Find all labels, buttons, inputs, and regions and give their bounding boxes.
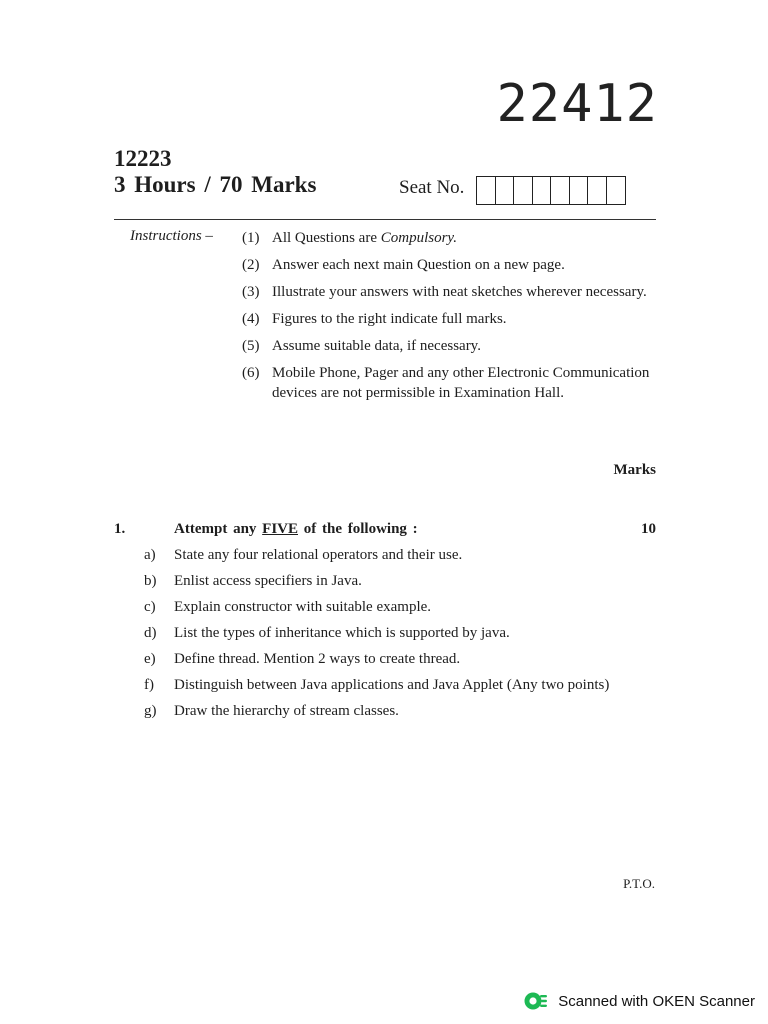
sub-question (144, 624, 614, 643)
seat-number-digit-box[interactable] (533, 177, 552, 204)
page-turn-over: P.T.O. (623, 876, 655, 891)
instruction-number: (4) (242, 311, 260, 327)
instruction-number: (3) (242, 284, 260, 300)
sub-question-letter: g) (144, 703, 157, 719)
sub-question-letter: b) (144, 573, 157, 589)
instructions-label: Instructions – (130, 228, 213, 244)
instruction-item (242, 228, 662, 248)
scanner-watermark-text: Scanned with OKEN Scanner (558, 992, 755, 1010)
sub-question-list (144, 546, 614, 728)
instruction-item (242, 309, 662, 329)
seat-number-boxes[interactable] (476, 176, 626, 205)
instruction-text: Illustrate your answers with neat sketches wherever necessary. (272, 284, 647, 300)
exam-code: 12223 (114, 146, 172, 171)
seat-number-digit-box[interactable] (496, 177, 515, 204)
sub-question-letter: d) (144, 625, 157, 641)
sub-question (144, 572, 614, 591)
header-divider (114, 219, 656, 220)
sub-question (144, 650, 614, 669)
seat-number-digit-box[interactable] (588, 177, 607, 204)
instruction-number: (5) (242, 338, 260, 354)
instruction-text: Mobile Phone, Pager and any other Electronic Communication devices are not permissible in Examination Hall. (272, 365, 650, 401)
sub-question-letter: a) (144, 547, 156, 563)
instruction-text: All Questions are Compulsory. (272, 230, 457, 246)
instruction-number: (6) (242, 365, 260, 381)
instruction-item (242, 255, 662, 275)
instruction-text: Assume suitable data, if necessary. (272, 338, 481, 354)
marks-column-heading: Marks (613, 462, 656, 478)
instruction-number: (2) (242, 257, 260, 273)
sub-question-letter: c) (144, 599, 156, 615)
instruction-text: Figures to the right indicate full marks. (272, 311, 507, 327)
sub-question-text: Enlist access specifiers in Java. (174, 573, 362, 589)
instruction-item (242, 363, 662, 403)
scanner-watermark (524, 990, 755, 1012)
seat-number-digit-box[interactable] (477, 177, 496, 204)
sub-question-text: Distinguish between Java applications and Java Applet (Any two points) (174, 677, 610, 693)
sub-question (144, 598, 614, 617)
sub-question (144, 546, 614, 565)
sub-question (144, 702, 614, 721)
question-marks: 10 (641, 521, 656, 537)
seat-number-digit-box[interactable] (607, 177, 626, 204)
question-number: 1. (114, 521, 126, 537)
instruction-text: Answer each next main Question on a new page. (272, 257, 565, 273)
oken-scanner-logo-icon (524, 990, 548, 1012)
paper-code: 22412 (496, 74, 658, 134)
instruction-number: (1) (242, 230, 260, 246)
question-title: Attempt any FIVE of the following : (174, 521, 418, 537)
seat-number-digit-box[interactable] (551, 177, 570, 204)
seat-number-digit-box[interactable] (570, 177, 589, 204)
instruction-emphasis: Compulsory. (380, 230, 457, 246)
instruction-item (242, 336, 662, 356)
sub-question-text: List the types of inheritance which is supported by java. (174, 625, 510, 641)
sub-question-text: Define thread. Mention 2 ways to create thread. (174, 651, 461, 667)
sub-question-text: Draw the hierarchy of stream classes. (174, 703, 399, 719)
seat-number-label: Seat No. (399, 177, 465, 198)
sub-question-text: State any four relational operators and their use. (174, 547, 463, 563)
instructions-list (242, 228, 662, 410)
instruction-item (242, 282, 662, 302)
sub-question (144, 676, 614, 695)
sub-question-letter: e) (144, 651, 156, 667)
duration-marks: 3 Hours / 70 Marks (114, 172, 317, 197)
seat-number-digit-box[interactable] (514, 177, 533, 204)
question-title-emphasis: FIVE (262, 521, 298, 537)
sub-question-letter: f) (144, 677, 154, 693)
sub-question-text: Explain constructor with suitable example. (174, 599, 432, 615)
